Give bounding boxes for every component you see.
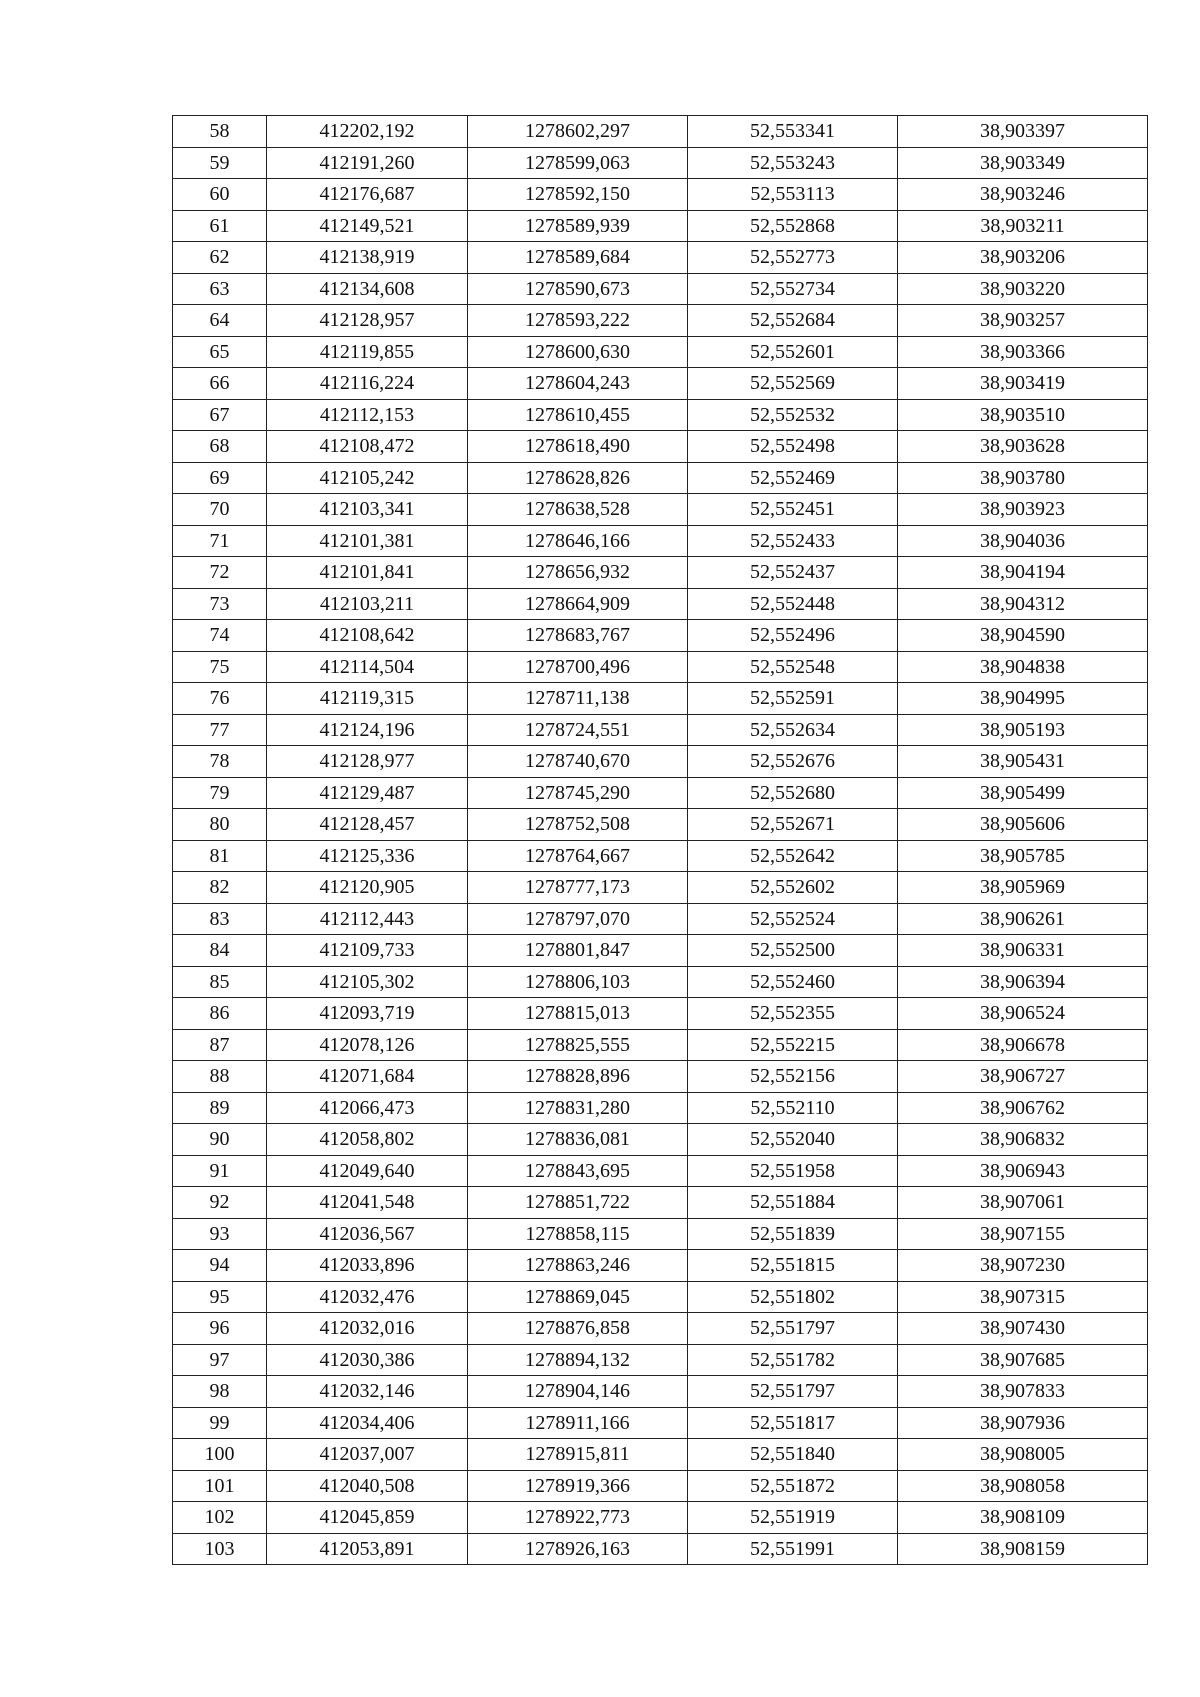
latitude-cell: 52,552460 [688, 966, 898, 998]
latitude-cell: 52,552110 [688, 1092, 898, 1124]
y-coordinate-cell: 1278656,932 [468, 557, 688, 589]
longitude-cell: 38,904838 [898, 651, 1148, 683]
longitude-cell: 38,904312 [898, 588, 1148, 620]
latitude-cell: 52,551991 [688, 1533, 898, 1565]
longitude-cell: 38,908109 [898, 1502, 1148, 1534]
x-coordinate-cell: 412191,260 [267, 147, 468, 179]
table-row [173, 1155, 1148, 1187]
table-row [173, 903, 1148, 935]
x-coordinate-cell: 412040,508 [267, 1470, 468, 1502]
y-coordinate-cell: 1278646,166 [468, 525, 688, 557]
y-coordinate-cell: 1278589,684 [468, 242, 688, 274]
latitude-cell: 52,552448 [688, 588, 898, 620]
point-number-cell: 94 [173, 1250, 267, 1282]
x-coordinate-cell: 412032,016 [267, 1313, 468, 1345]
x-coordinate-cell: 412176,687 [267, 179, 468, 211]
longitude-cell: 38,905193 [898, 714, 1148, 746]
longitude-cell: 38,905785 [898, 840, 1148, 872]
latitude-cell: 52,551802 [688, 1281, 898, 1313]
longitude-cell: 38,903419 [898, 368, 1148, 400]
point-number-cell: 83 [173, 903, 267, 935]
latitude-cell: 52,552433 [688, 525, 898, 557]
y-coordinate-cell: 1278604,243 [468, 368, 688, 400]
table-row [173, 1124, 1148, 1156]
y-coordinate-cell: 1278592,150 [468, 179, 688, 211]
table-row [173, 179, 1148, 211]
y-coordinate-cell: 1278869,045 [468, 1281, 688, 1313]
latitude-cell: 52,551919 [688, 1502, 898, 1534]
x-coordinate-cell: 412078,126 [267, 1029, 468, 1061]
x-coordinate-cell: 412103,211 [267, 588, 468, 620]
y-coordinate-cell: 1278599,063 [468, 147, 688, 179]
longitude-cell: 38,907315 [898, 1281, 1148, 1313]
table-row [173, 1092, 1148, 1124]
point-number-cell: 72 [173, 557, 267, 589]
point-number-cell: 102 [173, 1502, 267, 1534]
table-body [173, 116, 1148, 1565]
y-coordinate-cell: 1278894,132 [468, 1344, 688, 1376]
y-coordinate-cell: 1278919,366 [468, 1470, 688, 1502]
longitude-cell: 38,905499 [898, 777, 1148, 809]
y-coordinate-cell: 1278638,528 [468, 494, 688, 526]
y-coordinate-cell: 1278777,173 [468, 872, 688, 904]
latitude-cell: 52,552591 [688, 683, 898, 715]
point-number-cell: 65 [173, 336, 267, 368]
x-coordinate-cell: 412134,608 [267, 273, 468, 305]
x-coordinate-cell: 412138,919 [267, 242, 468, 274]
latitude-cell: 52,552601 [688, 336, 898, 368]
longitude-cell: 38,908058 [898, 1470, 1148, 1502]
point-number-cell: 60 [173, 179, 267, 211]
point-number-cell: 97 [173, 1344, 267, 1376]
point-number-cell: 101 [173, 1470, 267, 1502]
longitude-cell: 38,904194 [898, 557, 1148, 589]
point-number-cell: 89 [173, 1092, 267, 1124]
longitude-cell: 38,903349 [898, 147, 1148, 179]
table-row [173, 1470, 1148, 1502]
table-row [173, 1344, 1148, 1376]
longitude-cell: 38,907685 [898, 1344, 1148, 1376]
longitude-cell: 38,908005 [898, 1439, 1148, 1471]
y-coordinate-cell: 1278858,115 [468, 1218, 688, 1250]
table-row [173, 872, 1148, 904]
longitude-cell: 38,906727 [898, 1061, 1148, 1093]
latitude-cell: 52,551872 [688, 1470, 898, 1502]
latitude-cell: 52,552532 [688, 399, 898, 431]
table-row [173, 620, 1148, 652]
table-row [173, 714, 1148, 746]
longitude-cell: 38,907936 [898, 1407, 1148, 1439]
latitude-cell: 52,552524 [688, 903, 898, 935]
table-row [173, 998, 1148, 1030]
point-number-cell: 70 [173, 494, 267, 526]
point-number-cell: 86 [173, 998, 267, 1030]
point-number-cell: 92 [173, 1187, 267, 1219]
x-coordinate-cell: 412034,406 [267, 1407, 468, 1439]
x-coordinate-cell: 412041,548 [267, 1187, 468, 1219]
table-row [173, 1376, 1148, 1408]
table-row [173, 1281, 1148, 1313]
latitude-cell: 52,552773 [688, 242, 898, 274]
table-row [173, 305, 1148, 337]
y-coordinate-cell: 1278843,695 [468, 1155, 688, 1187]
point-number-cell: 98 [173, 1376, 267, 1408]
longitude-cell: 38,904590 [898, 620, 1148, 652]
latitude-cell: 52,551958 [688, 1155, 898, 1187]
longitude-cell: 38,905431 [898, 746, 1148, 778]
table-row [173, 1250, 1148, 1282]
table-row [173, 1187, 1148, 1219]
point-number-cell: 88 [173, 1061, 267, 1093]
x-coordinate-cell: 412032,476 [267, 1281, 468, 1313]
point-number-cell: 75 [173, 651, 267, 683]
x-coordinate-cell: 412101,381 [267, 525, 468, 557]
longitude-cell: 38,906943 [898, 1155, 1148, 1187]
y-coordinate-cell: 1278926,163 [468, 1533, 688, 1565]
latitude-cell: 52,552156 [688, 1061, 898, 1093]
point-number-cell: 91 [173, 1155, 267, 1187]
point-number-cell: 69 [173, 462, 267, 494]
longitude-cell: 38,907430 [898, 1313, 1148, 1345]
point-number-cell: 58 [173, 116, 267, 148]
point-number-cell: 93 [173, 1218, 267, 1250]
table-row [173, 116, 1148, 148]
longitude-cell: 38,903397 [898, 116, 1148, 148]
table-row [173, 494, 1148, 526]
y-coordinate-cell: 1278797,070 [468, 903, 688, 935]
y-coordinate-cell: 1278711,138 [468, 683, 688, 715]
latitude-cell: 52,552215 [688, 1029, 898, 1061]
x-coordinate-cell: 412149,521 [267, 210, 468, 242]
table-row [173, 840, 1148, 872]
table-row [173, 399, 1148, 431]
point-number-cell: 103 [173, 1533, 267, 1565]
y-coordinate-cell: 1278851,722 [468, 1187, 688, 1219]
point-number-cell: 64 [173, 305, 267, 337]
latitude-cell: 52,551797 [688, 1376, 898, 1408]
longitude-cell: 38,904995 [898, 683, 1148, 715]
latitude-cell: 52,551797 [688, 1313, 898, 1345]
longitude-cell: 38,903206 [898, 242, 1148, 274]
latitude-cell: 52,552496 [688, 620, 898, 652]
x-coordinate-cell: 412112,153 [267, 399, 468, 431]
y-coordinate-cell: 1278700,496 [468, 651, 688, 683]
x-coordinate-cell: 412108,642 [267, 620, 468, 652]
longitude-cell: 38,907230 [898, 1250, 1148, 1282]
y-coordinate-cell: 1278836,081 [468, 1124, 688, 1156]
longitude-cell: 38,903510 [898, 399, 1148, 431]
y-coordinate-cell: 1278752,508 [468, 809, 688, 841]
table-row [173, 273, 1148, 305]
point-number-cell: 95 [173, 1281, 267, 1313]
x-coordinate-cell: 412119,855 [267, 336, 468, 368]
table-row [173, 1502, 1148, 1534]
table-row [173, 242, 1148, 274]
latitude-cell: 52,552500 [688, 935, 898, 967]
x-coordinate-cell: 412202,192 [267, 116, 468, 148]
point-number-cell: 76 [173, 683, 267, 715]
table-row [173, 368, 1148, 400]
x-coordinate-cell: 412116,224 [267, 368, 468, 400]
y-coordinate-cell: 1278863,246 [468, 1250, 688, 1282]
latitude-cell: 52,551839 [688, 1218, 898, 1250]
latitude-cell: 52,552642 [688, 840, 898, 872]
point-number-cell: 85 [173, 966, 267, 998]
x-coordinate-cell: 412124,196 [267, 714, 468, 746]
longitude-cell: 38,903246 [898, 179, 1148, 211]
latitude-cell: 52,553113 [688, 179, 898, 211]
longitude-cell: 38,903628 [898, 431, 1148, 463]
y-coordinate-cell: 1278815,013 [468, 998, 688, 1030]
table-row [173, 557, 1148, 589]
table-row [173, 1029, 1148, 1061]
x-coordinate-cell: 412045,859 [267, 1502, 468, 1534]
x-coordinate-cell: 412058,802 [267, 1124, 468, 1156]
x-coordinate-cell: 412119,315 [267, 683, 468, 715]
latitude-cell: 52,551817 [688, 1407, 898, 1439]
x-coordinate-cell: 412105,302 [267, 966, 468, 998]
y-coordinate-cell: 1278740,670 [468, 746, 688, 778]
point-number-cell: 99 [173, 1407, 267, 1439]
point-number-cell: 67 [173, 399, 267, 431]
y-coordinate-cell: 1278589,939 [468, 210, 688, 242]
x-coordinate-cell: 412053,891 [267, 1533, 468, 1565]
longitude-cell: 38,903780 [898, 462, 1148, 494]
point-number-cell: 81 [173, 840, 267, 872]
x-coordinate-cell: 412109,733 [267, 935, 468, 967]
longitude-cell: 38,905606 [898, 809, 1148, 841]
latitude-cell: 52,551815 [688, 1250, 898, 1282]
point-number-cell: 61 [173, 210, 267, 242]
table-row [173, 777, 1148, 809]
longitude-cell: 38,903257 [898, 305, 1148, 337]
longitude-cell: 38,907061 [898, 1187, 1148, 1219]
x-coordinate-cell: 412120,905 [267, 872, 468, 904]
x-coordinate-cell: 412128,457 [267, 809, 468, 841]
latitude-cell: 52,553341 [688, 116, 898, 148]
point-number-cell: 63 [173, 273, 267, 305]
longitude-cell: 38,903923 [898, 494, 1148, 526]
x-coordinate-cell: 412108,472 [267, 431, 468, 463]
y-coordinate-cell: 1278593,222 [468, 305, 688, 337]
latitude-cell: 52,552734 [688, 273, 898, 305]
x-coordinate-cell: 412037,007 [267, 1439, 468, 1471]
point-number-cell: 74 [173, 620, 267, 652]
x-coordinate-cell: 412128,977 [267, 746, 468, 778]
longitude-cell: 38,906832 [898, 1124, 1148, 1156]
table-row [173, 336, 1148, 368]
point-number-cell: 59 [173, 147, 267, 179]
point-number-cell: 62 [173, 242, 267, 274]
x-coordinate-cell: 412032,146 [267, 1376, 468, 1408]
table-row [173, 746, 1148, 778]
point-number-cell: 71 [173, 525, 267, 557]
latitude-cell: 52,552469 [688, 462, 898, 494]
latitude-cell: 52,553243 [688, 147, 898, 179]
point-number-cell: 82 [173, 872, 267, 904]
table-row [173, 588, 1148, 620]
latitude-cell: 52,551840 [688, 1439, 898, 1471]
x-coordinate-cell: 412105,242 [267, 462, 468, 494]
table-row [173, 525, 1148, 557]
longitude-cell: 38,906394 [898, 966, 1148, 998]
latitude-cell: 52,552676 [688, 746, 898, 778]
table-row [173, 651, 1148, 683]
y-coordinate-cell: 1278610,455 [468, 399, 688, 431]
x-coordinate-cell: 412129,487 [267, 777, 468, 809]
x-coordinate-cell: 412101,841 [267, 557, 468, 589]
point-number-cell: 68 [173, 431, 267, 463]
x-coordinate-cell: 412125,336 [267, 840, 468, 872]
longitude-cell: 38,906678 [898, 1029, 1148, 1061]
y-coordinate-cell: 1278664,909 [468, 588, 688, 620]
y-coordinate-cell: 1278876,858 [468, 1313, 688, 1345]
x-coordinate-cell: 412071,684 [267, 1061, 468, 1093]
latitude-cell: 52,551782 [688, 1344, 898, 1376]
y-coordinate-cell: 1278745,290 [468, 777, 688, 809]
y-coordinate-cell: 1278831,280 [468, 1092, 688, 1124]
point-number-cell: 77 [173, 714, 267, 746]
latitude-cell: 52,552451 [688, 494, 898, 526]
longitude-cell: 38,903366 [898, 336, 1148, 368]
table-row [173, 935, 1148, 967]
table-row [173, 1313, 1148, 1345]
latitude-cell: 52,552671 [688, 809, 898, 841]
table-row [173, 462, 1148, 494]
table-row [173, 683, 1148, 715]
x-coordinate-cell: 412033,896 [267, 1250, 468, 1282]
y-coordinate-cell: 1278915,811 [468, 1439, 688, 1471]
latitude-cell: 52,552868 [688, 210, 898, 242]
longitude-cell: 38,906261 [898, 903, 1148, 935]
point-number-cell: 66 [173, 368, 267, 400]
y-coordinate-cell: 1278600,630 [468, 336, 688, 368]
y-coordinate-cell: 1278911,166 [468, 1407, 688, 1439]
y-coordinate-cell: 1278590,673 [468, 273, 688, 305]
table-row [173, 809, 1148, 841]
point-number-cell: 78 [173, 746, 267, 778]
longitude-cell: 38,906331 [898, 935, 1148, 967]
longitude-cell: 38,907155 [898, 1218, 1148, 1250]
latitude-cell: 52,552355 [688, 998, 898, 1030]
table-row [173, 210, 1148, 242]
longitude-cell: 38,903211 [898, 210, 1148, 242]
latitude-cell: 52,551884 [688, 1187, 898, 1219]
latitude-cell: 52,552548 [688, 651, 898, 683]
point-number-cell: 90 [173, 1124, 267, 1156]
table-row [173, 1061, 1148, 1093]
latitude-cell: 52,552684 [688, 305, 898, 337]
y-coordinate-cell: 1278683,767 [468, 620, 688, 652]
y-coordinate-cell: 1278825,555 [468, 1029, 688, 1061]
y-coordinate-cell: 1278801,847 [468, 935, 688, 967]
x-coordinate-cell: 412049,640 [267, 1155, 468, 1187]
x-coordinate-cell: 412066,473 [267, 1092, 468, 1124]
y-coordinate-cell: 1278806,103 [468, 966, 688, 998]
table-row [173, 1218, 1148, 1250]
x-coordinate-cell: 412036,567 [267, 1218, 468, 1250]
y-coordinate-cell: 1278764,667 [468, 840, 688, 872]
longitude-cell: 38,906762 [898, 1092, 1148, 1124]
y-coordinate-cell: 1278828,896 [468, 1061, 688, 1093]
table-row [173, 431, 1148, 463]
x-coordinate-cell: 412128,957 [267, 305, 468, 337]
longitude-cell: 38,903220 [898, 273, 1148, 305]
point-number-cell: 80 [173, 809, 267, 841]
longitude-cell: 38,907833 [898, 1376, 1148, 1408]
y-coordinate-cell: 1278618,490 [468, 431, 688, 463]
latitude-cell: 52,552680 [688, 777, 898, 809]
y-coordinate-cell: 1278628,826 [468, 462, 688, 494]
coordinates-table [172, 115, 1148, 1565]
latitude-cell: 52,552569 [688, 368, 898, 400]
table-row [173, 147, 1148, 179]
latitude-cell: 52,552602 [688, 872, 898, 904]
table-row [173, 1407, 1148, 1439]
y-coordinate-cell: 1278904,146 [468, 1376, 688, 1408]
x-coordinate-cell: 412114,504 [267, 651, 468, 683]
latitude-cell: 52,552040 [688, 1124, 898, 1156]
x-coordinate-cell: 412093,719 [267, 998, 468, 1030]
point-number-cell: 79 [173, 777, 267, 809]
longitude-cell: 38,908159 [898, 1533, 1148, 1565]
y-coordinate-cell: 1278602,297 [468, 116, 688, 148]
latitude-cell: 52,552437 [688, 557, 898, 589]
x-coordinate-cell: 412112,443 [267, 903, 468, 935]
longitude-cell: 38,906524 [898, 998, 1148, 1030]
latitude-cell: 52,552498 [688, 431, 898, 463]
x-coordinate-cell: 412030,386 [267, 1344, 468, 1376]
longitude-cell: 38,904036 [898, 525, 1148, 557]
table-row [173, 1533, 1148, 1565]
longitude-cell: 38,905969 [898, 872, 1148, 904]
x-coordinate-cell: 412103,341 [267, 494, 468, 526]
point-number-cell: 73 [173, 588, 267, 620]
y-coordinate-cell: 1278922,773 [468, 1502, 688, 1534]
point-number-cell: 96 [173, 1313, 267, 1345]
y-coordinate-cell: 1278724,551 [468, 714, 688, 746]
point-number-cell: 87 [173, 1029, 267, 1061]
point-number-cell: 84 [173, 935, 267, 967]
table-row [173, 1439, 1148, 1471]
latitude-cell: 52,552634 [688, 714, 898, 746]
table-row [173, 966, 1148, 998]
point-number-cell: 100 [173, 1439, 267, 1471]
